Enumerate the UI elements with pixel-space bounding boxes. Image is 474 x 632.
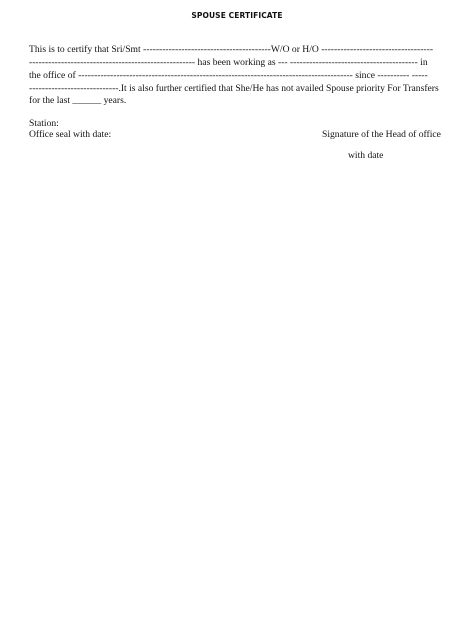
certificate-body-line-3: the office of -------------------------------------------------------------------------------------- since ---------- ----- (29, 70, 428, 81)
certificate-body-line-4: ----------------------------.It is also further certified that She/He has not availed Spouse priority For Transfers (29, 83, 439, 94)
signature-label: Signature of the Head of office (322, 129, 441, 140)
certificate-body-line-5: for the last ______ years. (29, 95, 127, 106)
station-label: Station: (29, 118, 59, 129)
certificate-body-line-1: This is to certify that Sri/Smt ----------------------------------------W/O or H/O ----------------------------------- (29, 44, 434, 55)
signature-date-label: with date (348, 150, 384, 161)
office-seal-label: Office seal with date: (29, 129, 112, 140)
certificate-body-line-2: ---------------------------------------------------- has been working as --- ---------------------------------------- in (29, 57, 428, 68)
document-title: SPOUSE CERTIFICATE (191, 11, 283, 20)
